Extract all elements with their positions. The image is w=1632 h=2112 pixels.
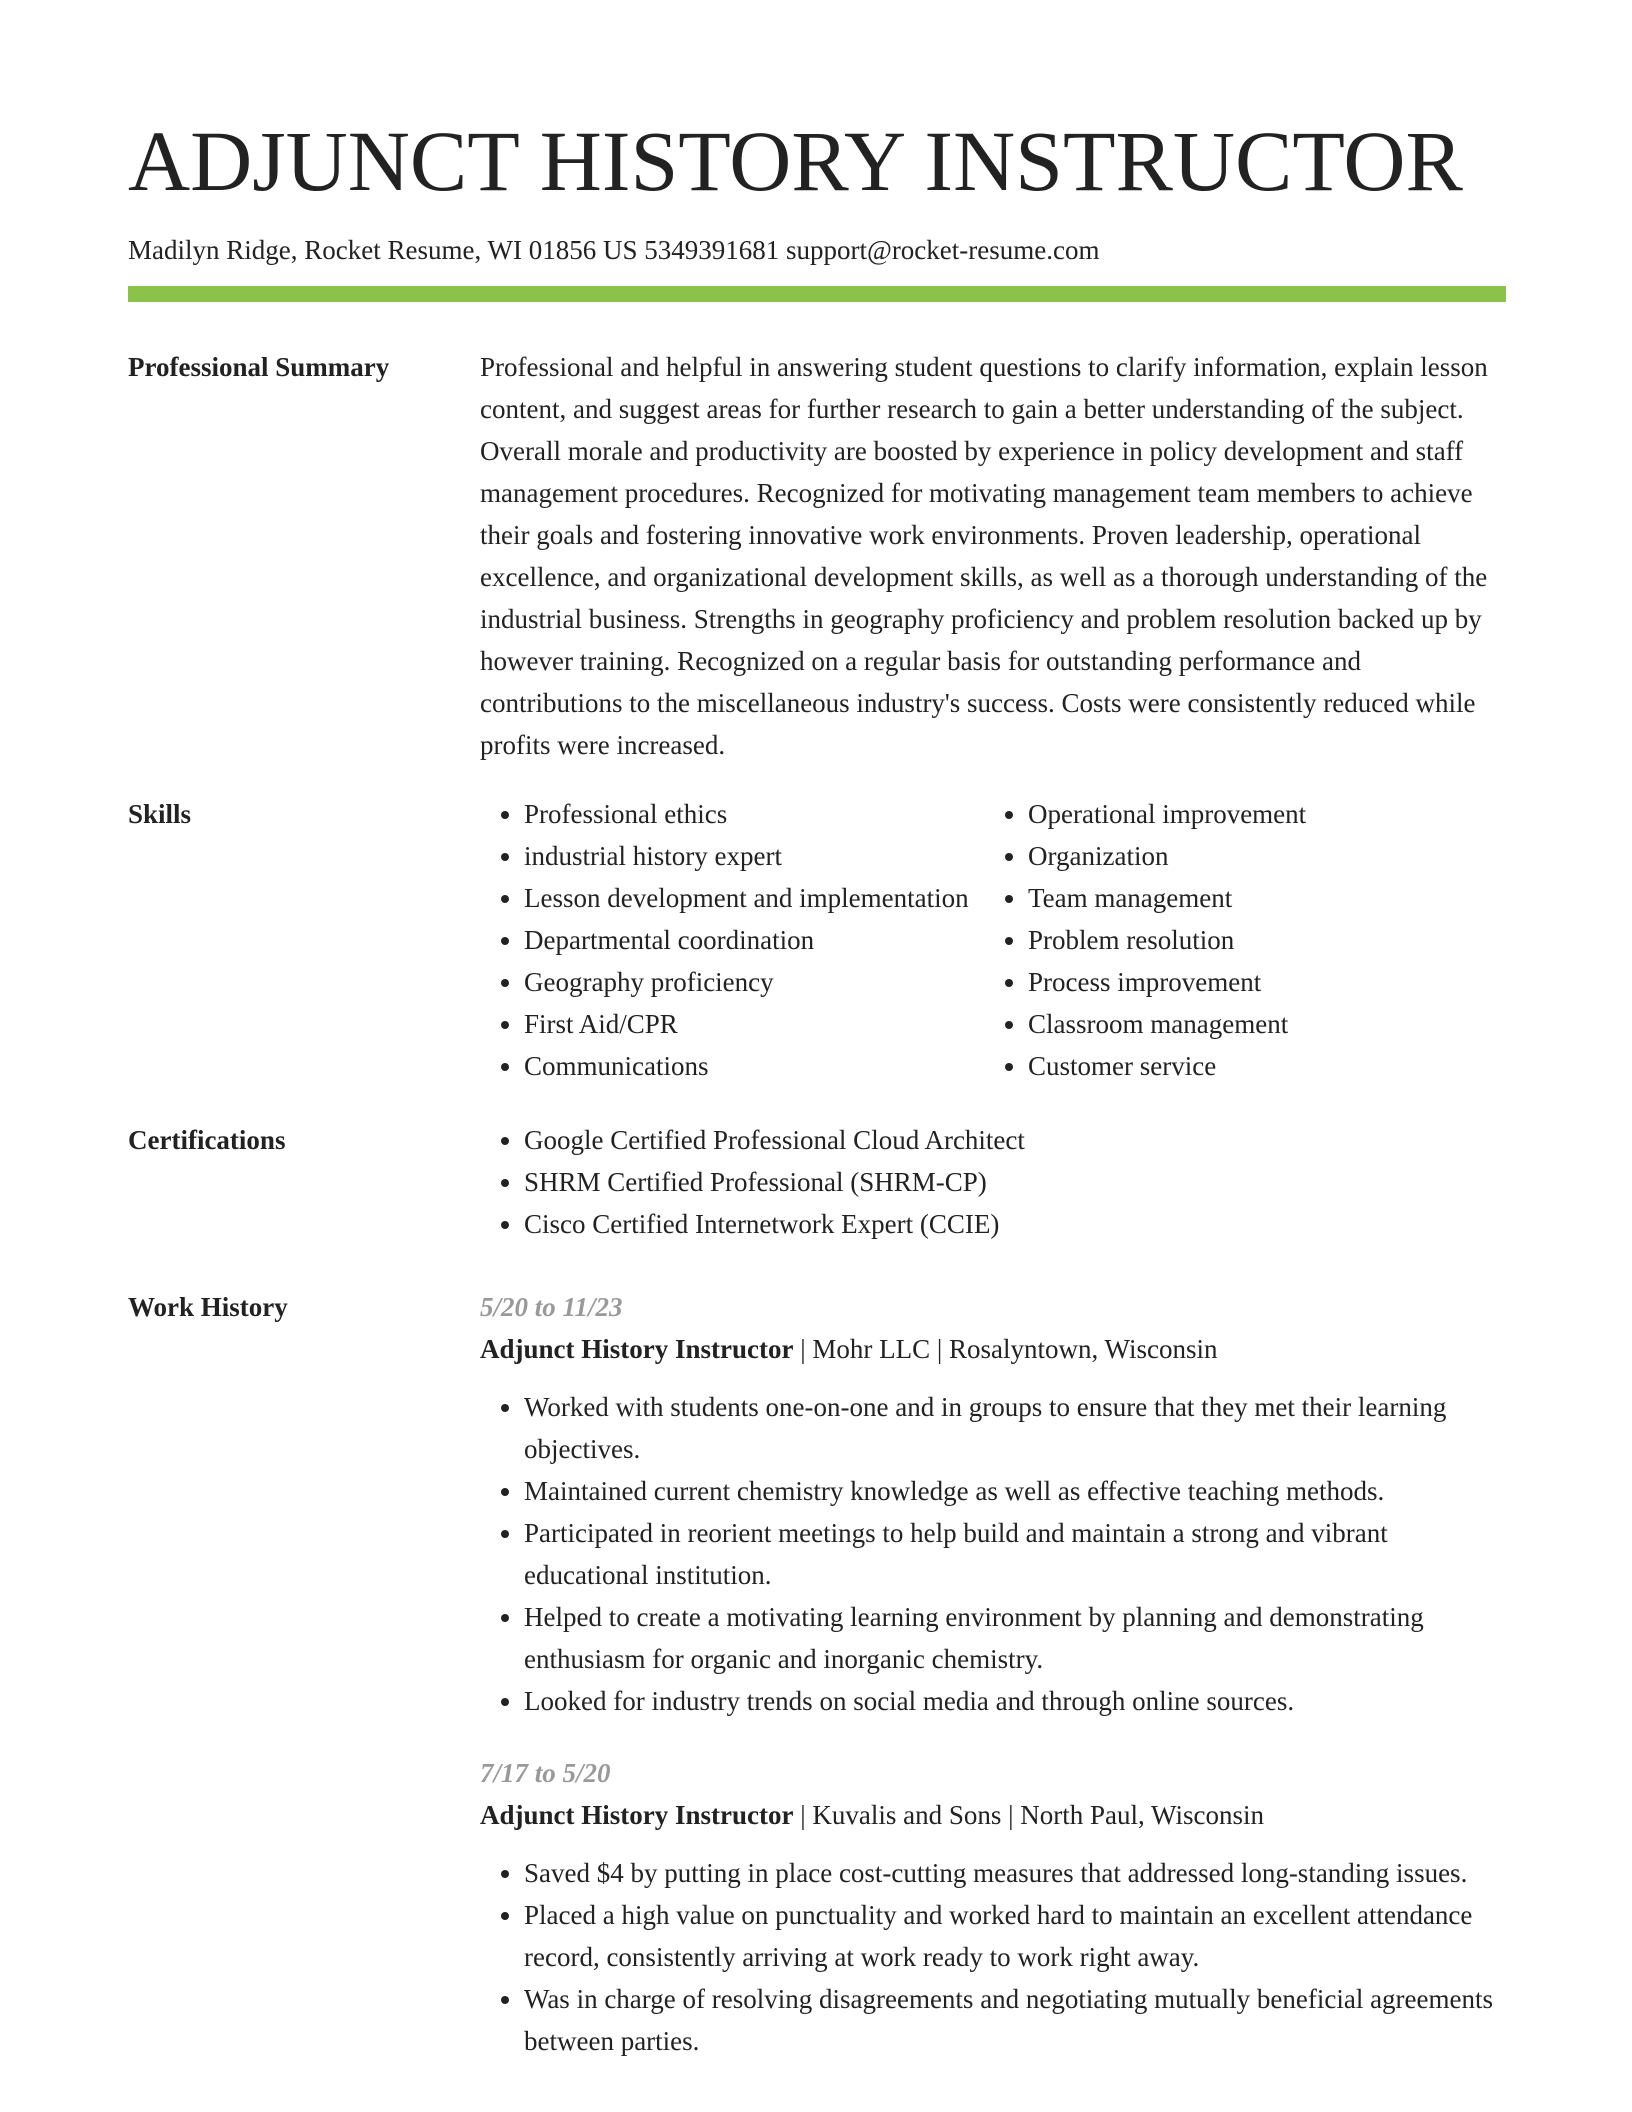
skill-item: • Geography proficiency — [524, 961, 969, 1003]
job-bullet: • Worked with students one-on-one and in groups to ensure that they met their learning objectives. — [524, 1386, 1506, 1470]
certification-item: • Cisco Certified Internetwork Expert (CCIE) — [524, 1203, 1506, 1245]
certifications-body — [480, 1119, 1506, 1245]
job-role: Adjunct History Instructor — [480, 1800, 794, 1830]
job-dates: 5/20 to 11/23 — [480, 1292, 623, 1322]
summary-text: Professional and helpful in answering student questions to clarify information, explain lesson content, and suggest areas for further research to gain a better understanding of the subject. Overall morale and productivity are boosted by experience in policy development and staff management procedures. Recognized for motivating management team members to achieve their goals and fostering innovative work environments. Proven leadership, operational excellence, and organizational development skills, as well as a thorough understanding of the industrial business. Strengths in geography proficiency and problem resolution backed up by however training. Recognized on a regular basis for outstanding performance and contributions to the miscellaneous industry's success. Costs were consistently reduced while profits were increased. — [480, 352, 1488, 760]
job-title-line — [480, 1328, 1506, 1370]
job-bullet: • Maintained current chemistry knowledge as well as effective teaching methods. — [524, 1470, 1506, 1512]
skill-item: • Operational improvement — [1028, 793, 1306, 835]
skill-item: • Problem resolution — [1028, 919, 1306, 961]
job-title-line — [480, 1794, 1506, 1836]
skill-item: • Classroom management — [1028, 1003, 1306, 1045]
job-role: Adjunct History Instructor — [480, 1334, 794, 1364]
job-bullets — [480, 1852, 1506, 2062]
certification-item: • SHRM Certified Professional (SHRM-CP) — [524, 1161, 1506, 1203]
resume-title: ADJUNCT HISTORY INSTRUCTOR — [128, 113, 1463, 209]
contact-info: Madilyn Ridge, Rocket Resume, WI 01856 US 5349391681 support@rocket-resume.com — [128, 235, 1100, 265]
summary-heading: Professional Summary — [128, 352, 390, 382]
skill-item: • Departmental coordination — [524, 919, 969, 961]
job-bullet: • Was in charge of resolving disagreements and negotiating mutually beneficial agreements between parties. — [524, 1978, 1506, 2062]
skill-item: • Customer service — [1028, 1045, 1306, 1087]
skill-item: • First Aid/CPR — [524, 1003, 969, 1045]
job-bullet: • Helped to create a motivating learning environment by planning and demonstrating enthusiasm for organic and inorganic chemistry. — [524, 1596, 1506, 1680]
skill-item: • Process improvement — [1028, 961, 1306, 1003]
job-entry — [480, 1752, 1506, 2062]
skills-heading: Skills — [128, 799, 192, 829]
skills-list-left — [480, 793, 969, 1087]
work-history-heading: Work History — [128, 1292, 288, 1322]
job-dates: 7/17 to 5/20 — [480, 1758, 611, 1788]
skill-item: • Organization — [1028, 835, 1306, 877]
certifications-heading: Certifications — [128, 1125, 286, 1155]
job-bullet: • Placed a high value on punctuality and worked hard to maintain an excellent attendance record, consistently arriving at work ready to work right away. — [524, 1894, 1506, 1978]
job-company-location: | Kuvalis and Sons | North Paul, Wisconsin — [793, 1800, 1264, 1830]
skills-body — [480, 793, 1506, 1087]
skill-item: • Communications — [524, 1045, 969, 1087]
certification-item: • Google Certified Professional Cloud Architect — [524, 1119, 1506, 1161]
work-history-body — [480, 1286, 1506, 2062]
job-entry — [480, 1286, 1506, 1722]
job-bullet: • Saved $4 by putting in place cost-cutting measures that addressed long-standing issues. — [524, 1852, 1506, 1894]
job-bullets — [480, 1386, 1506, 1722]
summary-body — [480, 346, 1506, 766]
skills-list-right — [984, 793, 1306, 1087]
skill-item: • Lesson development and implementation — [524, 877, 969, 919]
certifications-list — [480, 1119, 1506, 1245]
job-bullet: • Looked for industry trends on social media and through online sources. — [524, 1680, 1506, 1722]
job-bullet: • Participated in reorient meetings to help build and maintain a strong and vibrant educational institution. — [524, 1512, 1506, 1596]
header-divider — [128, 286, 1506, 302]
skill-item: • industrial history expert — [524, 835, 969, 877]
skill-item: • Professional ethics — [524, 793, 969, 835]
job-company-location: | Mohr LLC | Rosalyntown, Wisconsin — [793, 1334, 1218, 1364]
skill-item: • Team management — [1028, 877, 1306, 919]
